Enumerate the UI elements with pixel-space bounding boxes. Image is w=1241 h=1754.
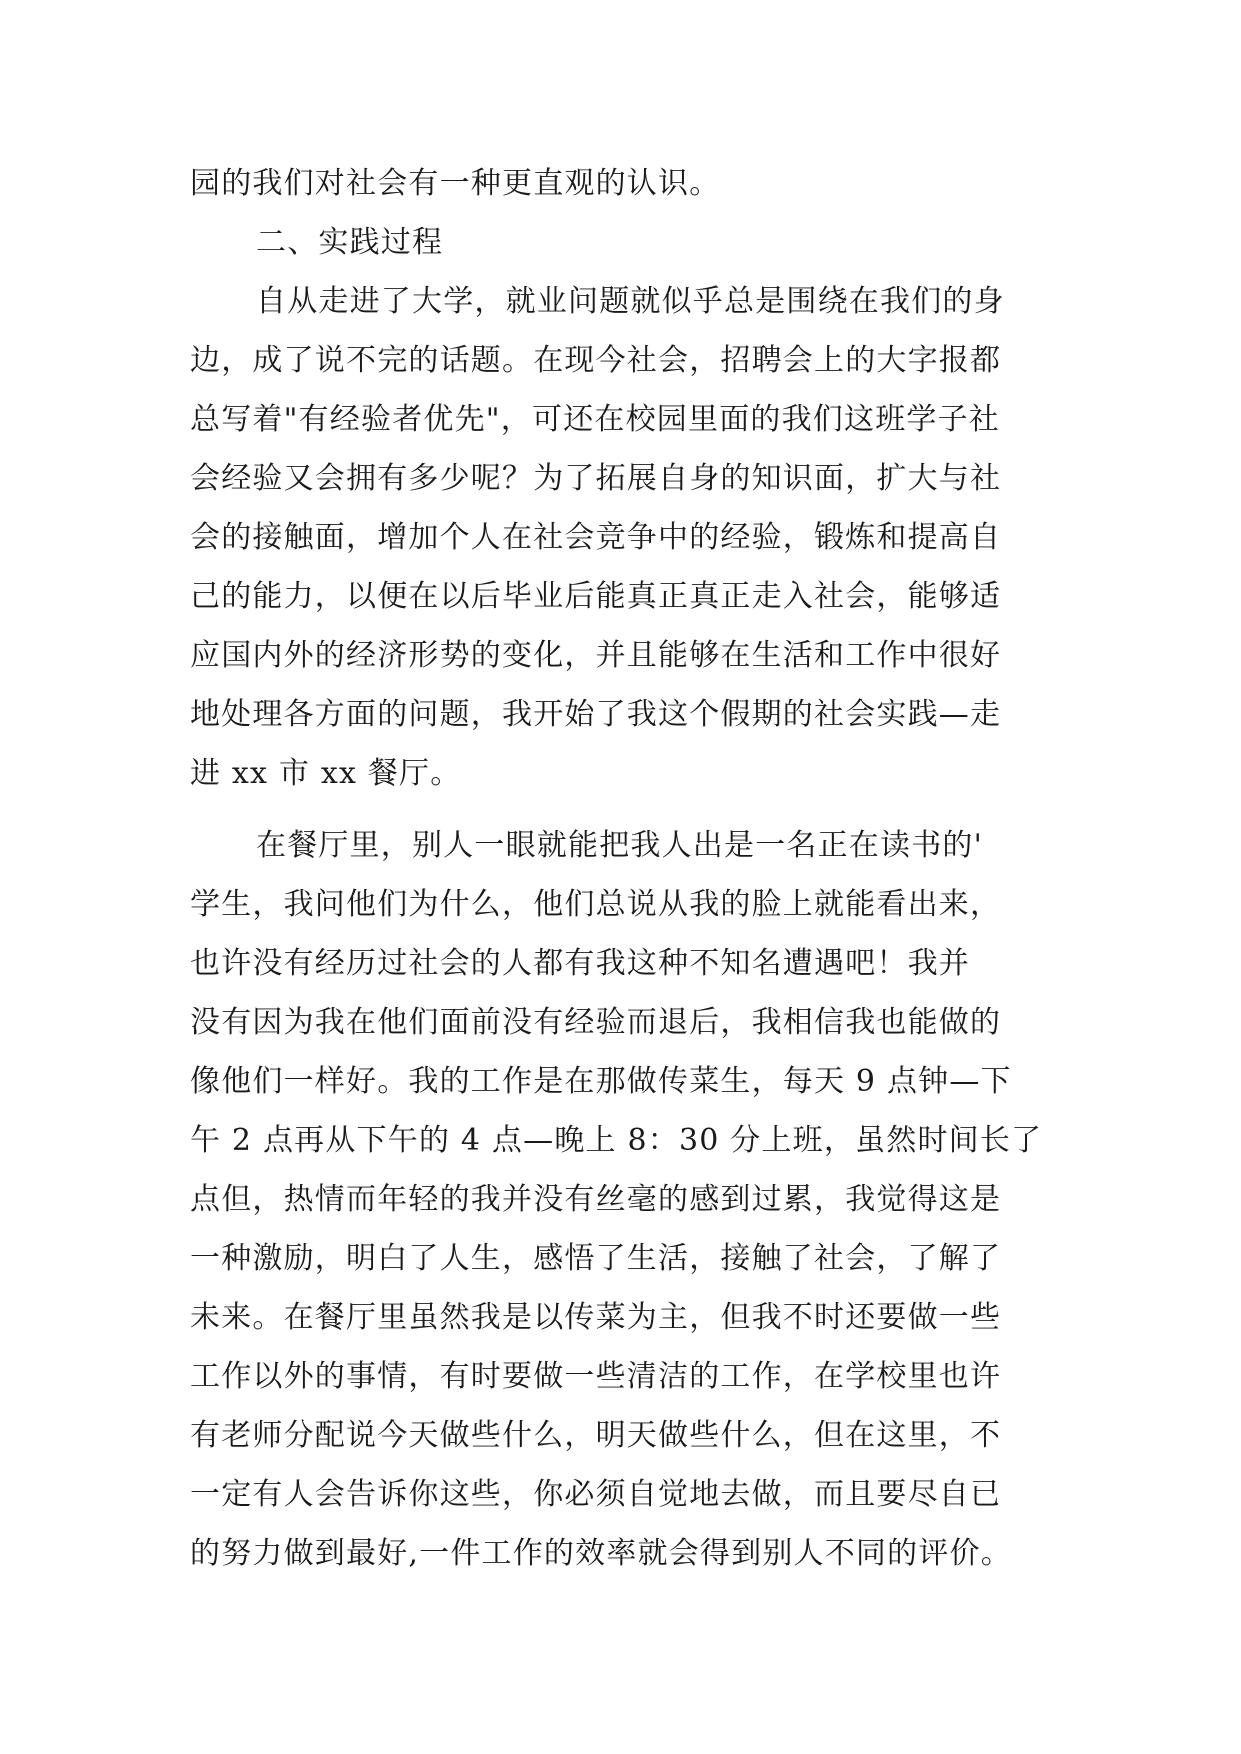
paragraph-line: 园的我们对社会有一种更直观的认识。 bbox=[190, 166, 721, 201]
paragraph-line: 总写着"有经验者优先"，可还在校园里面的我们这班学子社 bbox=[190, 402, 1000, 437]
paragraph-line: 也许没有经历过社会的人都有我这种不知名遭遇吧！我并 bbox=[190, 946, 970, 981]
paragraph-line: 会的接触面，增加个人在社会竞争中的经验，锻炼和提高自 bbox=[190, 520, 1002, 555]
paragraph-line: 会经验又会拥有多少呢？为了拓展自身的知识面，扩大与社 bbox=[190, 461, 1002, 496]
paragraph-line: 应国内外的经济形势的变化，并且能够在生活和工作中很好 bbox=[190, 638, 1002, 673]
paragraph-line: 一种激励，明白了人生，感悟了生活，接触了社会，了解了 bbox=[190, 1241, 1002, 1276]
paragraph-line: 地处理各方面的问题，我开始了我这个假期的社会实践—走 bbox=[190, 697, 1002, 732]
paragraph-line: 自从走进了大学，就业问题就似乎总是围绕在我们的身 bbox=[256, 284, 1005, 319]
paragraph-line: 点但，热情而年轻的我并没有丝毫的感到过累，我觉得这是 bbox=[190, 1182, 1002, 1217]
paragraph-line: 未来。在餐厅里虽然我是以传菜为主，但我不时还要做一些 bbox=[190, 1300, 1002, 1335]
paragraph-line: 边，成了说不完的话题。在现今社会，招聘会上的大字报都 bbox=[190, 343, 1002, 378]
section-heading: 二、实践过程 bbox=[256, 225, 444, 260]
paragraph-line: 没有因为我在他们面前没有经验而退后，我相信我也能做的 bbox=[190, 1005, 1002, 1040]
paragraph-line: 一定有人会告诉你这些，你必须自觉地去做，而且要尽自已 bbox=[190, 1477, 1002, 1512]
paragraph-line: 工作以外的事情，有时要做一些清洁的工作，在学校里也许 bbox=[190, 1359, 1002, 1394]
paragraph-gap bbox=[190, 803, 1050, 816]
paragraph-line: 进 xx 市 xx 餐厅。 bbox=[190, 756, 462, 791]
paragraph-line: 己的能力，以便在以后毕业后能真正真正走入社会，能够适 bbox=[190, 579, 1002, 614]
paragraph-line: 像他们一样好。我的工作是在那做传菜生，每天 9 点钟—下 bbox=[190, 1064, 1012, 1099]
paragraph-line: 有老师分配说今天做些什么，明天做些什么，但在这里，不 bbox=[190, 1418, 1002, 1453]
paragraph-line: 在餐厅里，别人一眼就能把我人出是一名正在读书的' bbox=[256, 828, 984, 863]
paragraph-line: 的努力做到最好,一件工作的效率就会得到别人不同的评价。 bbox=[190, 1536, 1012, 1571]
document-body bbox=[190, 154, 1050, 1583]
paragraph-line: 学生，我问他们为什么，他们总说从我的脸上就能看出来， bbox=[190, 887, 1002, 922]
paragraph-line: 午 2 点再从下午的 4 点—晚上 8：30 分上班，虽然时间长了 bbox=[190, 1123, 1043, 1158]
